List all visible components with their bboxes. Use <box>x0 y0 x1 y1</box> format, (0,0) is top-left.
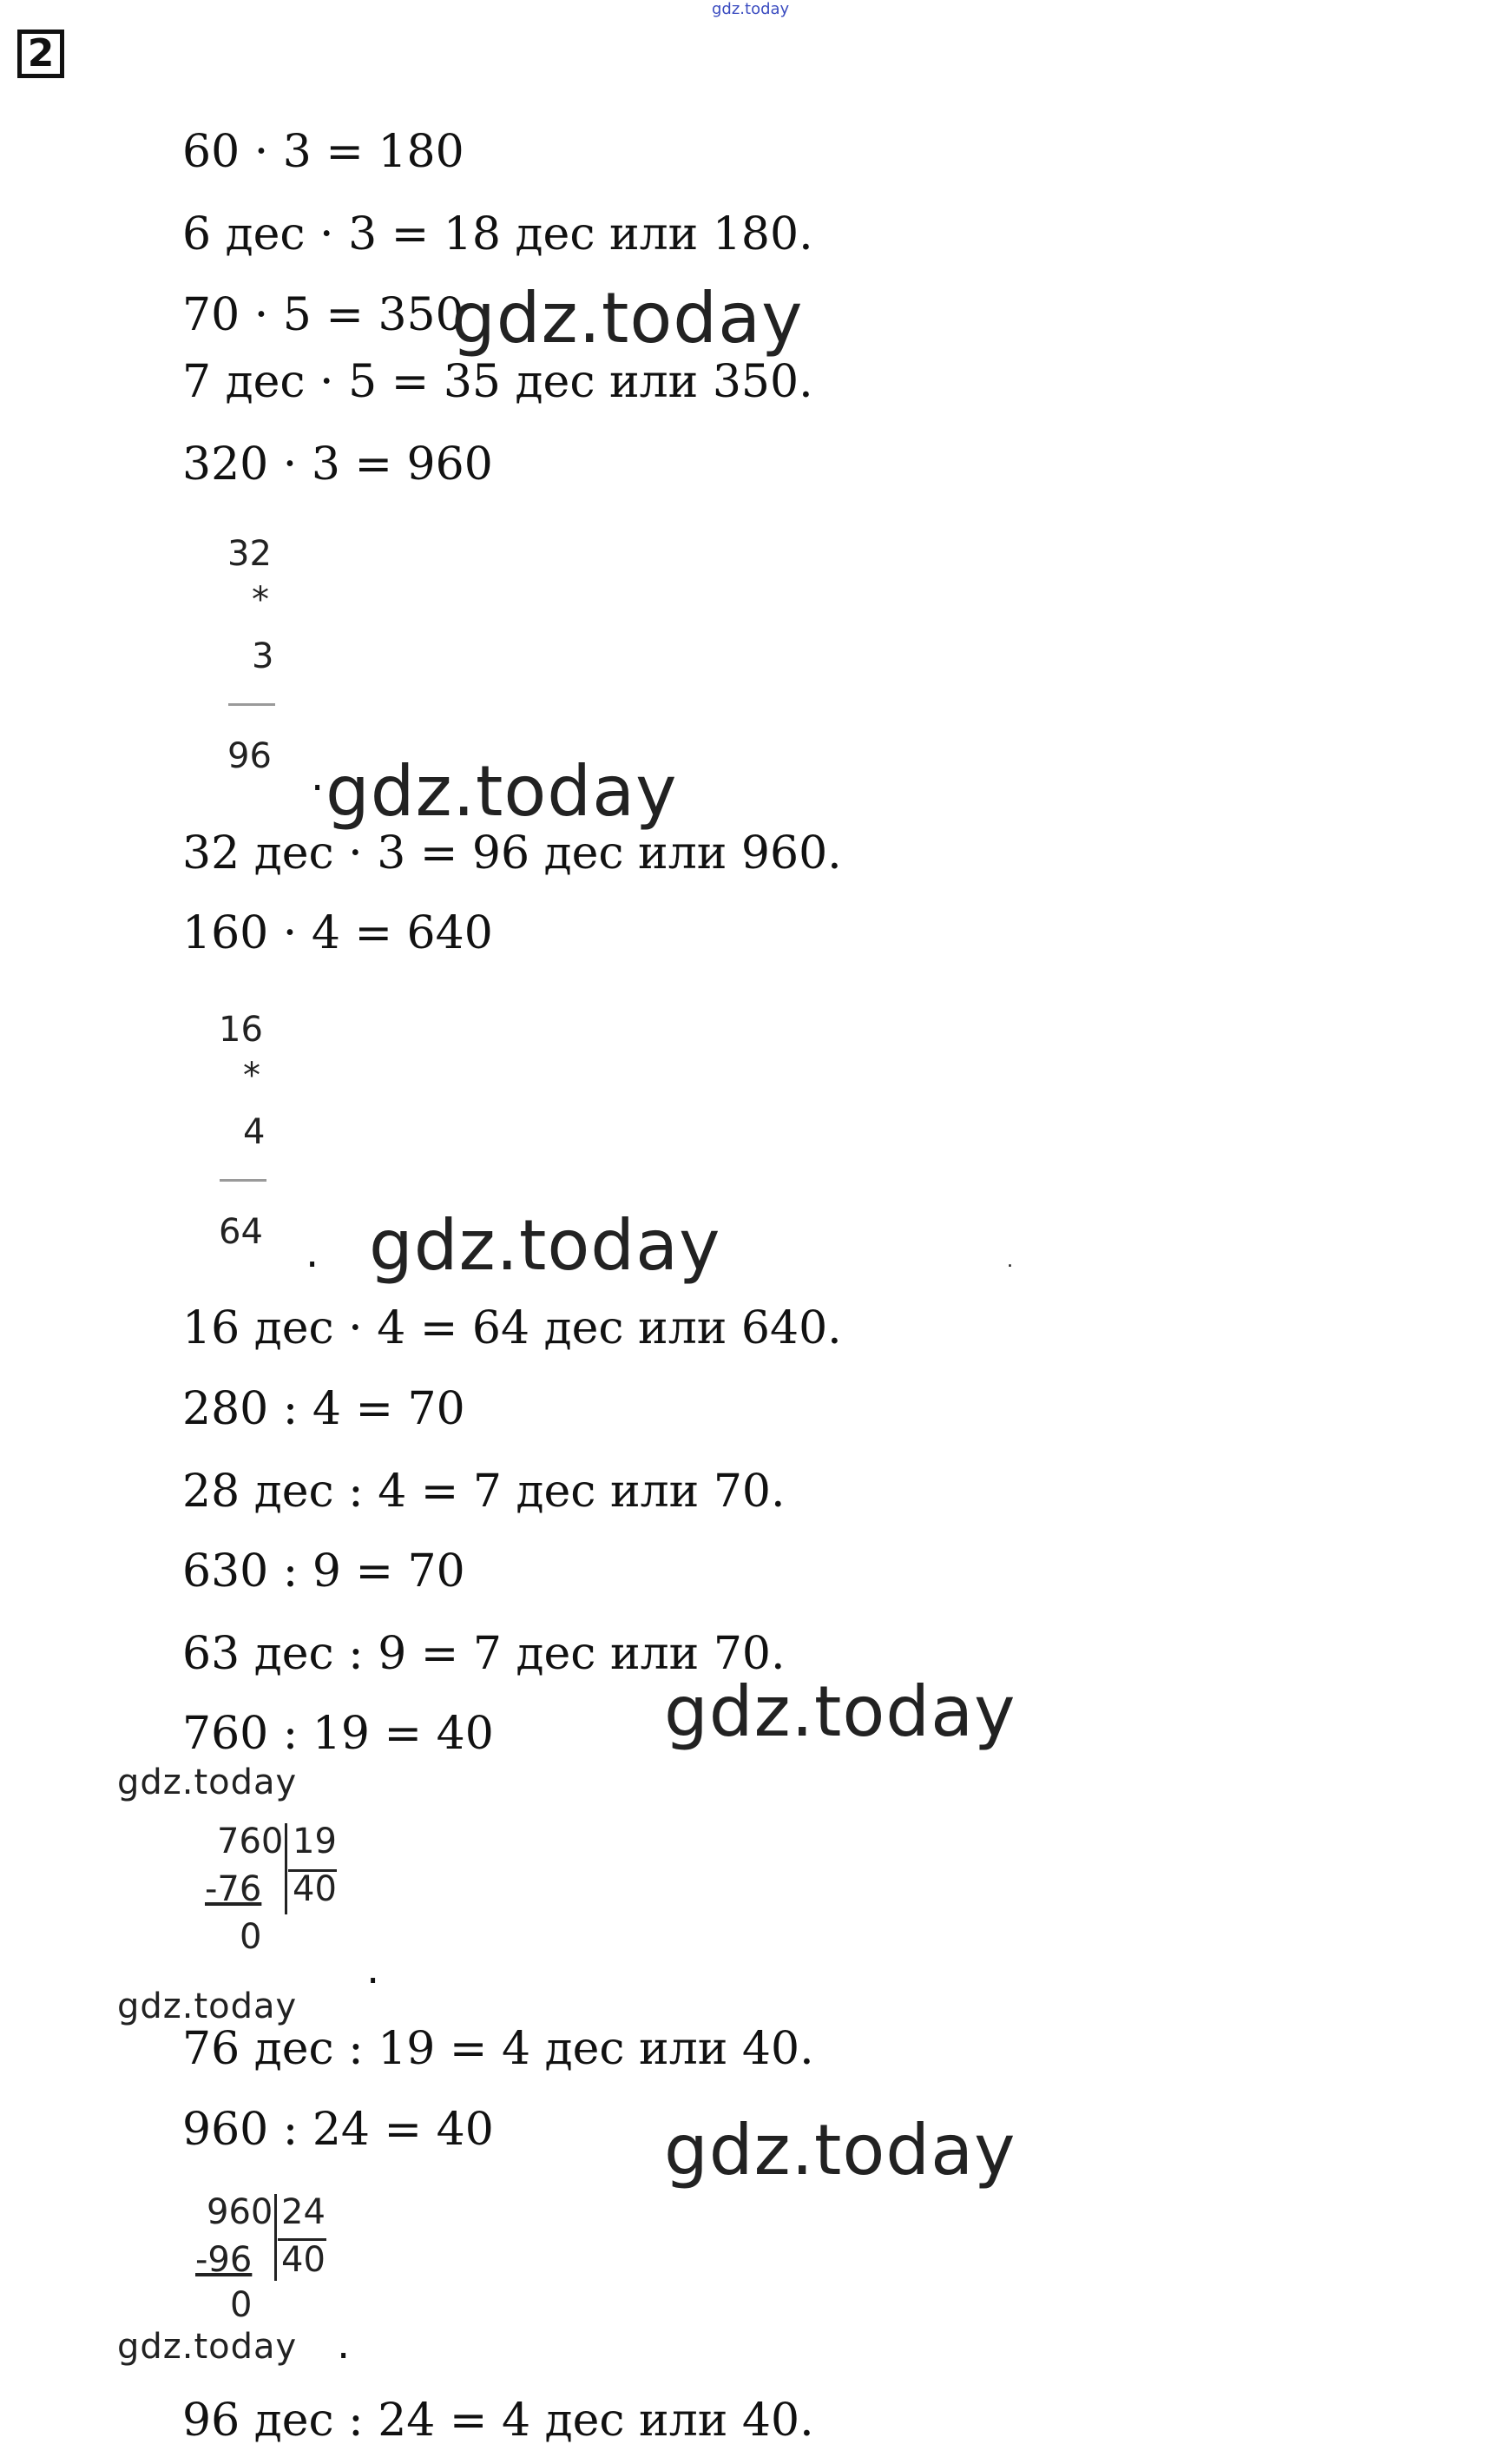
top-watermark: gdz.today <box>712 0 790 18</box>
problem-number-badge: 2 <box>17 30 64 78</box>
watermark-1: gdz.today <box>451 278 804 359</box>
long-div-2-vline <box>274 2194 277 2281</box>
line-1: 60 · 3 = 180 <box>182 126 464 178</box>
line-13: 760 : 19 = 40 <box>182 1708 494 1760</box>
long-div-2-divisor: 24 <box>281 2192 326 2232</box>
long-div-2-dividend: 960 <box>207 2192 273 2232</box>
col-mult-2-bottom: 4 <box>243 1112 266 1152</box>
long-div-1-remainder: 0 <box>240 1917 262 1957</box>
line-15: 960 : 24 = 40 <box>182 2104 494 2156</box>
col-mult-1-sign: * <box>252 580 269 620</box>
long-div-2-quotient: 40 <box>281 2240 326 2280</box>
long-div-1-divisor: 19 <box>293 1822 337 1861</box>
dot-3: . <box>366 1945 380 1993</box>
line-12: 63 дес : 9 = 7 дес или 70. <box>182 1628 786 1680</box>
long-div-2-subtract: -96 <box>195 2240 253 2280</box>
watermark-6: gdz.today <box>117 1986 298 2026</box>
col-mult-1-bottom: 3 <box>252 636 274 676</box>
col-mult-1-top: 32 <box>227 534 272 574</box>
line-14: 76 дес : 19 = 4 дес или 40. <box>182 2023 814 2075</box>
dot-5: . <box>1007 1250 1013 1272</box>
line-2: 6 дес · 3 = 18 дес или 180. <box>182 208 813 260</box>
col-mult-2-bar <box>220 1179 266 1182</box>
dot-4: . <box>337 2320 351 2368</box>
long-div-2-remainder: 0 <box>230 2285 253 2325</box>
line-9: 280 : 4 = 70 <box>182 1383 465 1435</box>
line-16: 96 дес : 24 = 4 дес или 40. <box>182 2395 814 2447</box>
dot-1: · <box>311 764 325 813</box>
line-6: 32 дес · 3 = 96 дес или 960. <box>182 827 842 880</box>
long-div-1-dividend: 760 <box>217 1822 284 1861</box>
col-mult-2-sign: * <box>243 1056 260 1096</box>
col-mult-2-top: 16 <box>219 1010 263 1050</box>
line-4: 7 дес · 5 = 35 дес или 350. <box>182 356 813 408</box>
long-div-1-vline <box>285 1823 287 1914</box>
line-8: 16 дес · 4 = 64 дес или 640. <box>182 1302 842 1354</box>
watermark-4: gdz.today <box>664 1671 1016 1752</box>
watermark-3: gdz.today <box>369 1205 721 1286</box>
watermark-8: gdz.today <box>117 2327 298 2367</box>
line-10: 28 дес : 4 = 7 дес или 70. <box>182 1466 786 1518</box>
col-mult-1-bar <box>228 703 275 706</box>
col-mult-2-result: 64 <box>219 1212 263 1252</box>
dot-2: . <box>306 1229 319 1277</box>
line-5: 320 · 3 = 960 <box>182 438 493 491</box>
long-div-1-quotient: 40 <box>293 1869 337 1909</box>
watermark-5: gdz.today <box>117 1762 298 1802</box>
line-3: 70 · 5 = 350 <box>182 289 464 341</box>
watermark-2: gdz.today <box>326 751 678 832</box>
watermark-7: gdz.today <box>664 2110 1016 2191</box>
col-mult-1-result: 96 <box>227 736 272 776</box>
long-div-1-subtract: -76 <box>205 1869 262 1909</box>
line-11: 630 : 9 = 70 <box>182 1545 465 1598</box>
line-7: 160 · 4 = 640 <box>182 907 493 959</box>
